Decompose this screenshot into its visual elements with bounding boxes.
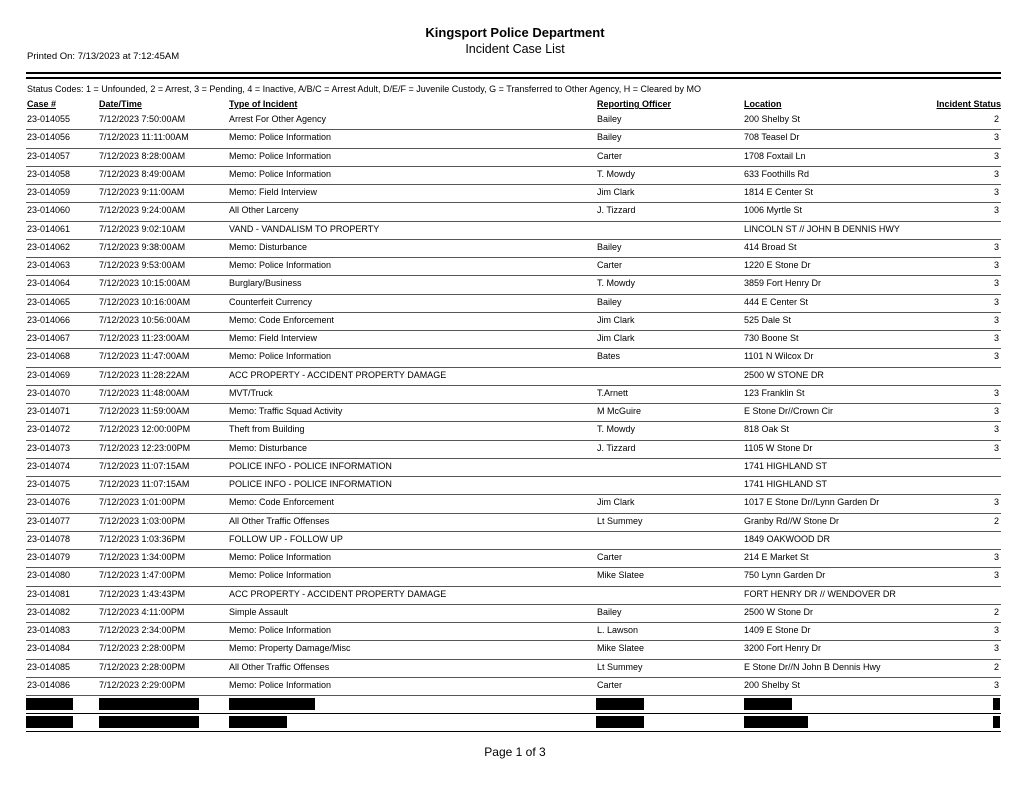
cell-location: 200 Shelby St	[744, 114, 801, 124]
cell-reporting-officer: T. Mowdy	[597, 278, 636, 289]
cell-reporting-officer: Carter	[597, 150, 623, 161]
table-row	[26, 294, 1001, 313]
table-row	[26, 604, 1001, 623]
table-row	[26, 567, 1001, 586]
cell-date-time: 7/12/2023 11:07:15AM	[99, 479, 190, 489]
table-row	[26, 385, 1001, 404]
table-row	[26, 202, 1001, 221]
cell-reporting-officer: Bailey	[597, 114, 622, 124]
cell-reporting-officer: Jim Clark	[597, 187, 635, 197]
table-row	[26, 312, 1001, 331]
row-divider	[26, 731, 1001, 732]
table-row	[26, 257, 1001, 276]
table-row	[26, 221, 1001, 240]
cell-reporting-officer: Bates	[597, 351, 621, 362]
cell-reporting-officer: Jim Clark	[597, 333, 635, 343]
cell-incident-status: 3	[993, 351, 999, 362]
cell-incident-status: 3	[993, 497, 999, 508]
table-row	[26, 640, 1001, 659]
cell-incident-status: 3	[993, 296, 999, 307]
cell-incident-type: Memo: Disturbance	[229, 442, 308, 453]
cell-date-time: 7/12/2023 11:47:00AM	[99, 351, 190, 362]
redaction-bar	[744, 698, 792, 710]
cell-location: 444 E Center St	[744, 296, 809, 307]
cell-date-time: 7/12/2023 7:50:00AM	[99, 114, 186, 124]
table-row	[26, 166, 1001, 185]
table-row	[26, 330, 1001, 349]
table-row	[26, 129, 1001, 148]
cell-case-number: 23-014074	[27, 460, 71, 471]
table-row	[26, 421, 1001, 440]
cell-reporting-officer: J. Tizzard	[597, 205, 636, 216]
cell-case-number: 23-014076	[27, 497, 71, 508]
cell-case-number: 23-014071	[27, 406, 71, 416]
cell-date-time: 7/12/2023 11:48:00AM	[99, 387, 190, 398]
cell-date-time: 7/12/2023 9:38:00AM	[99, 241, 186, 252]
table-row	[26, 622, 1001, 641]
cell-incident-type: Memo: Property Damage/Misc	[229, 643, 351, 654]
cell-incident-status: 3	[993, 187, 999, 197]
redaction-bar	[26, 698, 73, 710]
table-row	[26, 659, 1001, 678]
cell-reporting-officer: Jim Clark	[597, 497, 635, 508]
cell-case-number: 23-014060	[27, 205, 71, 216]
cell-incident-type: Arrest For Other Agency	[229, 114, 327, 124]
cell-date-time: 7/12/2023 11:11:00AM	[99, 132, 189, 143]
cell-location: 414 Broad St	[744, 241, 797, 252]
column-header-date: Date/Time	[99, 99, 142, 109]
cell-case-number: 23-014072	[27, 424, 71, 435]
cell-location: 1708 Foxtail Ln	[744, 150, 806, 161]
cell-incident-status: 3	[993, 679, 999, 690]
redaction-bar	[993, 716, 1000, 728]
cell-location: 730 Boone St	[744, 333, 799, 343]
column-header-case: Case #	[27, 99, 57, 109]
cell-date-time: 7/12/2023 1:03:00PM	[99, 515, 186, 526]
cell-incident-status: 3	[993, 552, 999, 562]
redaction-bar	[26, 716, 73, 728]
status-codes-legend: Status Codes: 1 = Unfounded, 2 = Arrest, 3 = Pending, 4 = Inactive, A/B/C = Arrest Adult, D/E/F = Juvenile Custody, G = Transferred to Other Agency, H = Cleared by MO	[27, 84, 702, 94]
cell-incident-status: 3	[993, 406, 999, 416]
cell-date-time: 7/12/2023 11:23:00AM	[99, 333, 190, 343]
cell-incident-type: Memo: Disturbance	[229, 241, 308, 252]
cell-incident-status: 2	[993, 606, 999, 617]
table-row	[26, 586, 1001, 605]
cell-incident-type: Memo: Police Information	[229, 168, 332, 179]
cell-incident-type: All Other Traffic Offenses	[229, 661, 330, 672]
table-row	[26, 549, 1001, 568]
cell-date-time: 7/12/2023 11:07:15AM	[99, 460, 190, 471]
cell-incident-status: 3	[993, 260, 999, 270]
table-row	[26, 476, 1001, 495]
table-row	[26, 494, 1001, 513]
cell-incident-type: Memo: Police Information	[229, 351, 332, 362]
cell-reporting-officer: M McGuire	[597, 406, 642, 416]
cell-location: LINCOLN ST // JOHN B DENNIS HWY	[744, 223, 900, 234]
cell-date-time: 7/12/2023 12:00:00PM	[99, 424, 191, 435]
cell-reporting-officer: Jim Clark	[597, 314, 635, 325]
page-number: Page 1 of 3	[484, 745, 546, 759]
cell-incident-type: Memo: Police Information	[229, 552, 332, 562]
cell-incident-type: Burglary/Business	[229, 278, 302, 289]
cell-case-number: 23-014078	[27, 533, 71, 544]
cell-reporting-officer: Bailey	[597, 606, 622, 617]
cell-date-time: 7/12/2023 9:53:00AM	[99, 260, 186, 270]
cell-incident-status: 3	[993, 424, 999, 435]
header-rule-top	[26, 72, 1001, 74]
report-title: Kingsport Police Department	[425, 25, 605, 40]
cell-incident-type: Theft from Building	[229, 424, 305, 435]
redacted-row	[26, 714, 1001, 732]
cell-date-time: 7/12/2023 4:11:00PM	[99, 606, 185, 617]
cell-case-number: 23-014085	[27, 661, 71, 672]
cell-reporting-officer: Lt Summey	[597, 661, 643, 672]
cell-case-number: 23-014070	[27, 387, 71, 398]
cell-incident-type: FOLLOW UP - FOLLOW UP	[229, 533, 343, 544]
cell-location: 633 Foothills Rd	[744, 168, 810, 179]
cell-incident-status: 3	[993, 625, 999, 635]
cell-location: 1741 HIGHLAND ST	[744, 479, 828, 489]
report-subtitle: Incident Case List	[465, 42, 565, 56]
cell-date-time: 7/12/2023 1:43:43PM	[99, 588, 186, 599]
cell-reporting-officer: T. Mowdy	[597, 424, 636, 435]
cell-case-number: 23-014080	[27, 570, 71, 581]
cell-incident-type: Memo: Code Enforcement	[229, 497, 335, 508]
cell-reporting-officer: Carter	[597, 260, 623, 270]
cell-case-number: 23-014086	[27, 679, 71, 690]
cell-reporting-officer: Mike Slatee	[597, 570, 645, 581]
table-row	[26, 440, 1001, 459]
cell-location: 750 Lynn Garden Dr	[744, 570, 826, 581]
cell-incident-status: 2	[993, 114, 999, 124]
cell-date-time: 7/12/2023 10:56:00AM	[99, 314, 191, 325]
redaction-bar	[229, 716, 287, 728]
cell-incident-status: 3	[993, 333, 999, 343]
header-rule-bottom	[26, 77, 1001, 79]
cell-incident-status: 3	[993, 278, 999, 289]
cell-date-time: 7/12/2023 10:15:00AM	[99, 278, 191, 289]
cell-location: FORT HENRY DR // WENDOVER DR	[744, 588, 896, 599]
cell-incident-status: 3	[993, 570, 999, 581]
cell-incident-status: 3	[993, 132, 999, 143]
redacted-row	[26, 696, 1001, 714]
cell-date-time: 7/12/2023 2:28:00PM	[99, 643, 186, 654]
cell-location: 818 Oak St	[744, 424, 790, 435]
cell-case-number: 23-014084	[27, 643, 71, 654]
cell-location: 3859 Fort Henry Dr	[744, 278, 822, 289]
printed-on: Printed On: 7/13/2023 at 7:12:45AM	[27, 51, 180, 62]
cell-incident-type: Counterfeit Currency	[229, 296, 313, 307]
cell-incident-type: All Other Traffic Offenses	[229, 515, 330, 526]
table-row	[26, 403, 1001, 422]
cell-case-number: 23-014075	[27, 479, 71, 489]
cell-incident-status: 3	[993, 314, 999, 325]
cell-incident-type: Memo: Police Information	[229, 150, 332, 161]
cell-case-number: 23-014068	[27, 351, 71, 362]
cell-incident-type: POLICE INFO - POLICE INFORMATION	[229, 460, 392, 471]
cell-case-number: 23-014055	[27, 114, 71, 124]
cell-case-number: 23-014057	[27, 150, 71, 161]
column-header-location: Location	[744, 99, 782, 109]
cell-reporting-officer: L. Lawson	[597, 625, 639, 635]
cell-location: 1105 W Stone Dr	[744, 442, 813, 453]
cell-date-time: 7/12/2023 2:28:00PM	[99, 661, 186, 672]
cell-incident-type: Memo: Police Information	[229, 679, 332, 690]
cell-incident-status: 3	[993, 643, 999, 654]
cell-date-time: 7/12/2023 1:47:00PM	[99, 570, 186, 581]
cell-case-number: 23-014066	[27, 314, 71, 325]
cell-location: 200 Shelby St	[744, 679, 801, 690]
cell-location: 123 Franklin St	[744, 387, 805, 398]
cell-incident-type: ACC PROPERTY - ACCIDENT PROPERTY DAMAGE	[229, 369, 447, 380]
cell-location: Granby Rd//W Stone Dr	[744, 515, 840, 526]
cell-incident-type: Memo: Police Information	[229, 570, 332, 581]
cell-date-time: 7/12/2023 10:16:00AM	[99, 296, 191, 307]
cell-date-time: 7/12/2023 1:01:00PM	[99, 497, 186, 508]
cell-location: 525 Dale St	[744, 314, 792, 325]
cell-case-number: 23-014059	[27, 187, 71, 197]
cell-location: 708 Teasel Dr	[744, 132, 800, 143]
cell-incident-type: VAND - VANDALISM TO PROPERTY	[229, 223, 380, 234]
cell-reporting-officer: Mike Slatee	[597, 643, 645, 654]
column-header-status: Incident Status	[936, 99, 1001, 109]
column-header-officer: Reporting Officer	[597, 99, 672, 109]
cell-reporting-officer: Bailey	[597, 132, 622, 143]
cell-incident-status: 3	[993, 442, 999, 453]
cell-reporting-officer: J. Tizzard	[597, 442, 636, 453]
redaction-bar	[99, 698, 199, 710]
cell-incident-status: 2	[993, 515, 999, 526]
table-row	[26, 111, 1001, 130]
cell-date-time: 7/12/2023 2:29:00PM	[99, 679, 186, 690]
cell-incident-type: Memo: Field Interview	[229, 187, 318, 197]
cell-date-time: 7/12/2023 2:34:00PM	[99, 625, 186, 635]
cell-incident-type: Memo: Police Information	[229, 625, 332, 635]
cell-location: 1017 E Stone Dr//Lynn Garden Dr	[744, 497, 880, 508]
cell-incident-status: 3	[993, 241, 999, 252]
cell-incident-type: Memo: Traffic Squad Activity	[229, 406, 343, 416]
cell-case-number: 23-014082	[27, 606, 71, 617]
redaction-bar	[99, 716, 199, 728]
cell-location: 1849 OAKWOOD DR	[744, 533, 831, 544]
cell-date-time: 7/12/2023 9:11:00AM	[99, 187, 185, 197]
cell-reporting-officer: Carter	[597, 679, 623, 690]
cell-incident-type: Memo: Code Enforcement	[229, 314, 335, 325]
cell-incident-type: Simple Assault	[229, 606, 289, 617]
cell-reporting-officer: Bailey	[597, 241, 622, 252]
cell-location: 2500 W STONE DR	[744, 369, 824, 380]
cell-date-time: 7/12/2023 1:34:00PM	[99, 552, 186, 562]
table-row	[26, 458, 1001, 477]
cell-location: 3200 Fort Henry Dr	[744, 643, 822, 654]
cell-incident-type: Memo: Field Interview	[229, 333, 318, 343]
cell-case-number: 23-014058	[27, 168, 71, 179]
redaction-bar	[744, 716, 808, 728]
cell-incident-status: 3	[993, 387, 999, 398]
cell-case-number: 23-014056	[27, 132, 71, 143]
cell-location: 1006 Myrtle St	[744, 205, 803, 216]
table-row	[26, 148, 1001, 167]
column-header-type: Type of Incident	[229, 99, 298, 109]
table-row	[26, 367, 1001, 386]
cell-reporting-officer: Carter	[597, 552, 623, 562]
cell-incident-status: 2	[993, 661, 999, 672]
cell-case-number: 23-014083	[27, 625, 71, 635]
cell-location: 214 E Market St	[744, 552, 809, 562]
cell-date-time: 7/12/2023 8:49:00AM	[99, 168, 186, 179]
redaction-bar	[993, 698, 1000, 710]
table-row	[26, 348, 1001, 367]
cell-incident-type: Memo: Police Information	[229, 132, 332, 143]
cell-case-number: 23-014081	[27, 588, 71, 599]
cell-incident-status: 3	[993, 168, 999, 179]
cell-case-number: 23-014077	[27, 515, 71, 526]
cell-date-time: 7/12/2023 11:28:22AM	[99, 369, 190, 380]
cell-incident-status: 3	[993, 150, 999, 161]
cell-location: 1101 N Wilcox Dr	[744, 351, 814, 362]
cell-reporting-officer: Lt Summey	[597, 515, 643, 526]
cell-location: 2500 W Stone Dr	[744, 606, 814, 617]
cell-date-time: 7/12/2023 12:23:00PM	[99, 442, 191, 453]
cell-location: 1741 HIGHLAND ST	[744, 460, 828, 471]
redaction-bar	[596, 698, 644, 710]
cell-reporting-officer: T.Arnett	[597, 387, 629, 398]
cell-case-number: 23-014067	[27, 333, 71, 343]
table-row	[26, 677, 1001, 696]
cell-location: E Stone Dr//N John B Dennis Hwy	[744, 661, 881, 672]
cell-date-time: 7/12/2023 9:02:10AM	[99, 223, 186, 234]
cell-case-number: 23-014062	[27, 241, 71, 252]
table-row	[26, 531, 1001, 550]
cell-location: 1409 E Stone Dr	[744, 625, 811, 635]
cell-case-number: 23-014079	[27, 552, 71, 562]
table-row	[26, 184, 1001, 203]
cell-reporting-officer: Bailey	[597, 296, 622, 307]
cell-date-time: 7/12/2023 1:03:36PM	[99, 533, 186, 544]
cell-case-number: 23-014064	[27, 278, 71, 289]
cell-incident-type: POLICE INFO - POLICE INFORMATION	[229, 479, 392, 489]
cell-incident-type: ACC PROPERTY - ACCIDENT PROPERTY DAMAGE	[229, 588, 447, 599]
table-row	[26, 275, 1001, 294]
cell-date-time: 7/12/2023 9:24:00AM	[99, 205, 186, 216]
cell-incident-type: MVT/Truck	[229, 387, 273, 398]
table-row	[26, 239, 1001, 258]
cell-case-number: 23-014065	[27, 296, 71, 307]
cell-incident-type: All Other Larceny	[229, 205, 299, 216]
cell-incident-status: 3	[993, 205, 999, 216]
cell-case-number: 23-014069	[27, 369, 71, 380]
redaction-bar	[229, 698, 315, 710]
cell-location: 1220 E Stone Dr	[744, 260, 811, 270]
cell-incident-type: Memo: Police Information	[229, 260, 332, 270]
cell-location: 1814 E Center St	[744, 187, 814, 197]
table-row	[26, 513, 1001, 532]
cell-date-time: 7/12/2023 11:59:00AM	[99, 406, 190, 416]
cell-case-number: 23-014061	[27, 223, 71, 234]
cell-location: E Stone Dr//Crown Cir	[744, 406, 834, 416]
cell-case-number: 23-014063	[27, 260, 71, 270]
cell-case-number: 23-014073	[27, 442, 71, 453]
cell-date-time: 7/12/2023 8:28:00AM	[99, 150, 186, 161]
redaction-bar	[596, 716, 644, 728]
cell-reporting-officer: T. Mowdy	[597, 168, 636, 179]
